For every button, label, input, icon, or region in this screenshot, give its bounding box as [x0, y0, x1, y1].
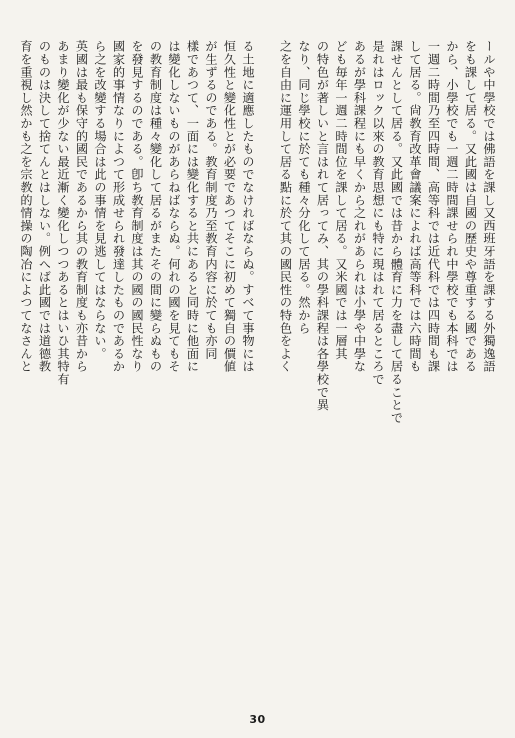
right-text-column: [275, 40, 498, 710]
text-line: 國家的事情なりによつて形成せられ發達したものであるか: [111, 40, 126, 373]
text-line: なり、同じ學校に於ても種々分化して居る。然から: [297, 40, 311, 335]
text-line: 一週二時間乃至四時間、高等科では近代科では四時間も課: [426, 40, 441, 373]
text-line: る土地に適應したものでなければならぬ。すべて事物には: [241, 40, 255, 373]
text-line: 恒久性と變化性とが必要であつてそこに初めて獨自の價値: [222, 40, 237, 373]
text-line: 英國は最も保守的國民であるから其の教育制度も亦昔から: [74, 40, 89, 373]
text-line: を發見するのである。卽ち教育制度は其の國の國民性なり: [130, 40, 144, 373]
text-line: あまり變化が少ない最近漸く變化しつつあるとはいひ其特有: [56, 40, 70, 386]
text-line: 課せんとして居る。又此國では昔から體育に力を盡して居ることで: [389, 40, 404, 424]
text-line: 之を自由に運用して居る點に於て其の國民性の特色をよく: [278, 40, 293, 373]
text-line: から、小學校でも一週二時間課せられ中學校でも本科では: [445, 40, 459, 373]
text-line: ども毎年一週二時間位を課して居る。又米國では一層其: [334, 40, 348, 360]
text-line: [275, 40, 276, 710]
text-line: をも課して居る。又此國は自國の歷史や尊重する國である: [463, 40, 478, 373]
text-line: 樣であつて、一面には變化すると共にあると同時に他面に: [185, 40, 200, 373]
text-line: 育を重視し然かも之を宗教的情操の陶冶によつてなさんと: [19, 40, 33, 373]
text-line: [16, 40, 17, 710]
text-line: は變化しないものがあらねばならぬ。何れの國を見てもそ: [167, 40, 181, 373]
text-line: ールや中學校では佛語を課し又西班牙語を課する外獨逸語: [482, 40, 496, 373]
text-line: が生ずるのである。教育制度乃至教育内容に於ても亦同: [204, 40, 218, 360]
text-line: 是れはロック以來の教育思想にも特に現はれて居るところで: [371, 40, 385, 386]
text-line: して居る。尙教育改革會議案によれば高等科では六時間も: [408, 40, 422, 373]
left-text-column: [16, 40, 257, 710]
text-line: の特色が著しいと言はれて居ってみ、其の學科課程は各學校で異: [315, 40, 330, 412]
text-line: ら之を改變する場合は此の事情を見逃してはならない。: [93, 40, 107, 360]
text-line: あるが學科課程にも早くから之れがあられは小學や中學な: [352, 40, 367, 373]
page-number: 30: [249, 713, 266, 726]
text-line: のものは決して捨てんとはしない。例へば此國では道德教: [37, 40, 52, 373]
text-line: の教育制度は種々變化して居るがまたその間に變らぬもの: [148, 40, 163, 373]
